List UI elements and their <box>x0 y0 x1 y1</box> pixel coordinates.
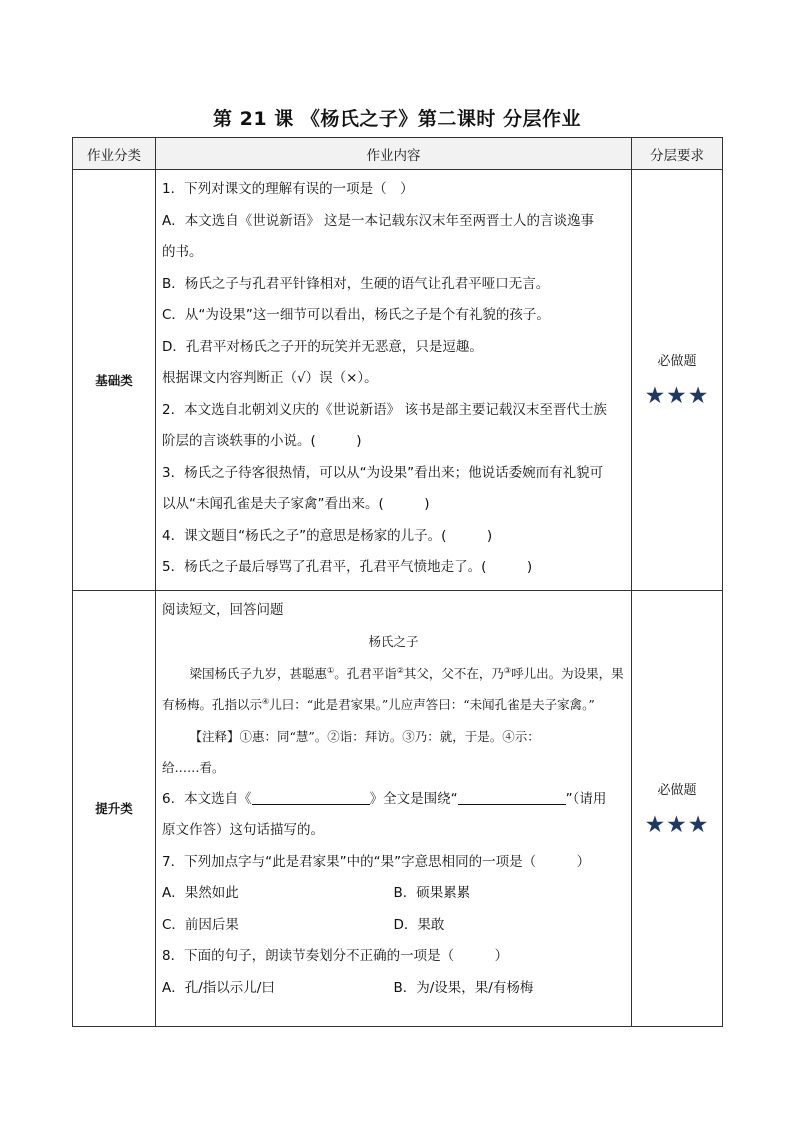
category-advanced: 提升类 <box>73 590 156 1026</box>
basic-line: 2．本文选自北朝刘义庆的《世说新语》 该书是部主要记载汉末至晋代士族 <box>162 401 607 418</box>
requirement-basic <box>632 170 723 591</box>
content-advanced <box>156 590 632 1026</box>
star-rating-icon: ★★★ <box>644 383 710 410</box>
option: A．孔/指以示儿/曰 <box>162 979 275 996</box>
passage-text: 梁国杨氏子九岁，甚聪惠①。孔君平诣②其父，父不在，乃③呼儿出。为设果，果有杨梅。孔指以示④儿曰：“此是君家果。”儿应声答曰：“未闻孔雀是夫子家禽。” <box>162 665 624 712</box>
star-rating-icon: ★★★ <box>644 811 710 838</box>
basic-line: 5．杨氏之子最后辱骂了孔君平，孔君平气愤地走了。( ) <box>162 559 533 575</box>
question-8-options <box>162 973 625 1005</box>
question-6: 6．本文选自《 》全文是围绕“ ”（请用 <box>162 784 625 816</box>
requirement-level: 必做题 <box>657 354 697 370</box>
table-header-row <box>73 138 723 170</box>
basic-line: D．孔君平对杨氏之子开的玩笑并无恶意，只是逗趣。 <box>162 338 483 355</box>
option: C．前因后果 <box>162 916 239 933</box>
question-8: 8．下面的句子，朗读节奏划分不正确的一项是（ ） <box>162 948 509 964</box>
table-row-basic <box>73 170 723 591</box>
passage-notes: 【注释】①惠：同“慧”。②诣：拜访。③乃：就，于是。④示： <box>189 728 540 744</box>
passage-notes-cont: 给……看。 <box>162 760 225 775</box>
content-basic <box>156 170 632 591</box>
question-7: 7．下列加点字与“此是君家果”中的“果”字意思相同的一项是（ ） <box>162 853 591 870</box>
basic-line: 的书。 <box>162 244 203 260</box>
header-requirement: 分层要求 <box>632 138 723 170</box>
basic-line: 4．课文题目“杨氏之子”的意思是杨家的儿子。( ) <box>162 527 493 544</box>
answer-blank[interactable] <box>458 788 566 805</box>
basic-line: B．杨氏之子与孔君平针锋相对，生硬的语气让孔君平哑口无言。 <box>162 275 550 292</box>
homework-table <box>72 137 723 1027</box>
option: B．为/设果，果/有杨梅 <box>393 979 534 996</box>
page-title: 第 21 课 《杨氏之子》第二课时 分层作业 <box>213 108 581 130</box>
question-7-options <box>162 878 625 910</box>
basic-line: C．从“为设果”这一细节可以看出，杨氏之子是个有礼貌的孩子。 <box>162 307 550 323</box>
basic-line: 根据课文内容判断正（√）误（×）。 <box>162 370 378 386</box>
requirement-level: 必做题 <box>657 782 697 798</box>
header-category: 作业分类 <box>73 138 156 170</box>
reading-intro: 阅读短文，回答问题 <box>162 601 284 618</box>
answer-blank[interactable] <box>252 788 370 805</box>
option: D．果敢 <box>393 916 445 933</box>
requirement-advanced <box>632 590 723 1026</box>
basic-line: 阶层的言谈轶事的小说。( ) <box>162 433 362 449</box>
question-6-cont: 原文作答）这句话描写的。 <box>162 822 324 838</box>
basic-line: 以从“未闻孔雀是夫子家禽”看出来。( ) <box>162 496 430 512</box>
table-row-advanced <box>73 590 723 1026</box>
option: A．果然如此 <box>162 885 239 901</box>
basic-line: 1．下列对课文的理解有误的一项是（ ） <box>162 181 414 197</box>
option: B．硕果累累 <box>393 885 471 901</box>
header-content: 作业内容 <box>156 138 632 170</box>
basic-line: 3．杨氏之子待客很热情，可以从“为设果”看出来；他说话委婉而有礼貌可 <box>162 464 604 481</box>
category-basic: 基础类 <box>73 170 156 591</box>
basic-line: A．本文选自《世说新语》 这是一本记载东汉末年至两晋士人的言谈逸事 <box>162 212 595 229</box>
question-7-options <box>162 910 625 942</box>
passage-title: 杨氏之子 <box>368 634 419 649</box>
